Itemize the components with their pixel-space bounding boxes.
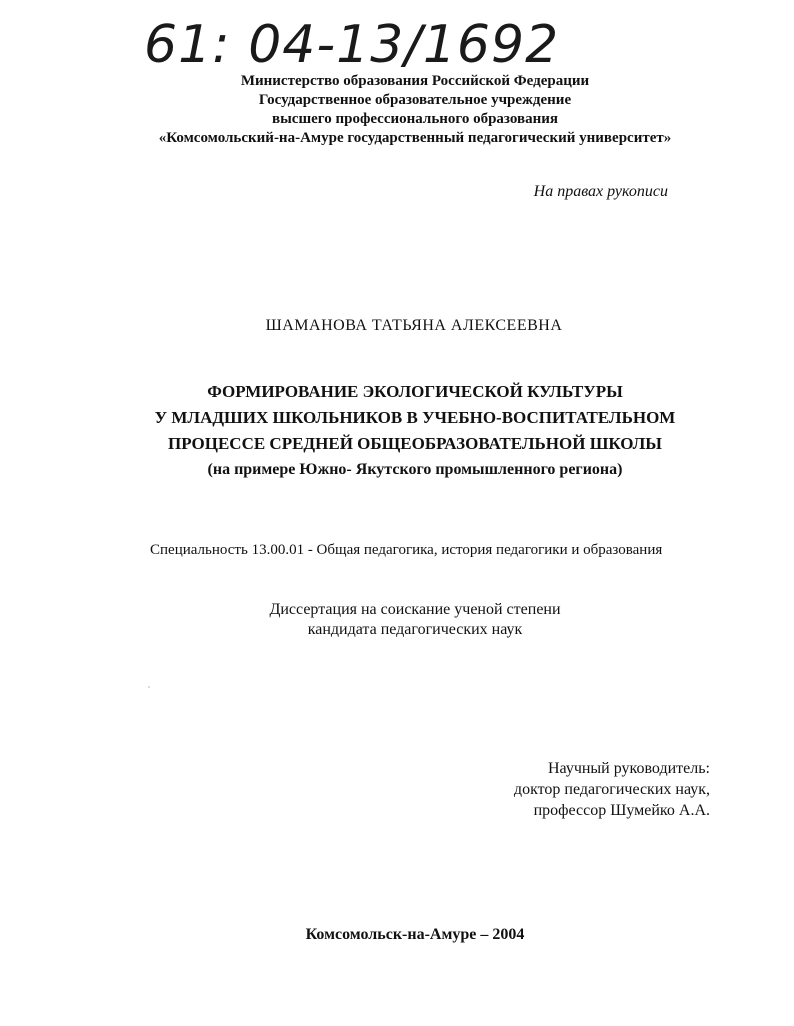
degree-line-2: кандидата педагогических наук	[307, 621, 523, 638]
ministry-line: Министерство образования Российской Федерации	[240, 73, 590, 89]
thesis-title	[120, 379, 710, 483]
title-subtitle: (на примере Южно- Якутского промышленного региона)	[207, 461, 623, 478]
author-name: ШАМАНОВА ТАТЬЯНА АЛЕКСЕЕВНА	[265, 317, 563, 334]
specialty-line: Специальность 13.00.01 - Общая педагогика, история педагогики и образования	[150, 542, 663, 558]
education-level-line: высшего профессионального образования	[271, 111, 558, 127]
institution-type-line: Государственное образовательное учреждение	[258, 92, 572, 108]
supervisor-degree: доктор педагогических наук,	[513, 781, 710, 798]
manuscript-note: На правах рукописи	[533, 183, 668, 200]
supervisor-block	[470, 758, 710, 821]
scan-speck	[148, 686, 150, 688]
university-name-line: «Комсомольский-на-Амуре государственный педагогический университет»	[158, 130, 672, 146]
title-line-1: ФОРМИРОВАНИЕ ЭКОЛОГИЧЕСКОЙ КУЛЬТУРЫ	[207, 382, 623, 401]
degree-statement	[200, 600, 630, 640]
degree-line-1: Диссертация на соискание ученой степени	[269, 601, 561, 618]
handwritten-code-text: 61: 04-13/1692	[144, 15, 560, 75]
supervisor-name: профессор Шумейко А.А.	[533, 802, 710, 819]
institution-header	[100, 72, 730, 148]
city-year-footer: Комсомольск-на-Амуре – 2004	[305, 926, 525, 943]
title-line-2: У МЛАДШИХ ШКОЛЬНИКОВ В УЧЕБНО-ВОСПИТАТЕЛЬНОМ	[154, 408, 676, 427]
handwritten-archive-code	[140, 8, 620, 76]
supervisor-label: Научный руководитель:	[547, 760, 710, 777]
title-line-3: ПРОЦЕССЕ СРЕДНЕЙ ОБЩЕОБРАЗОВАТЕЛЬНОЙ ШКОЛЫ	[168, 434, 662, 453]
